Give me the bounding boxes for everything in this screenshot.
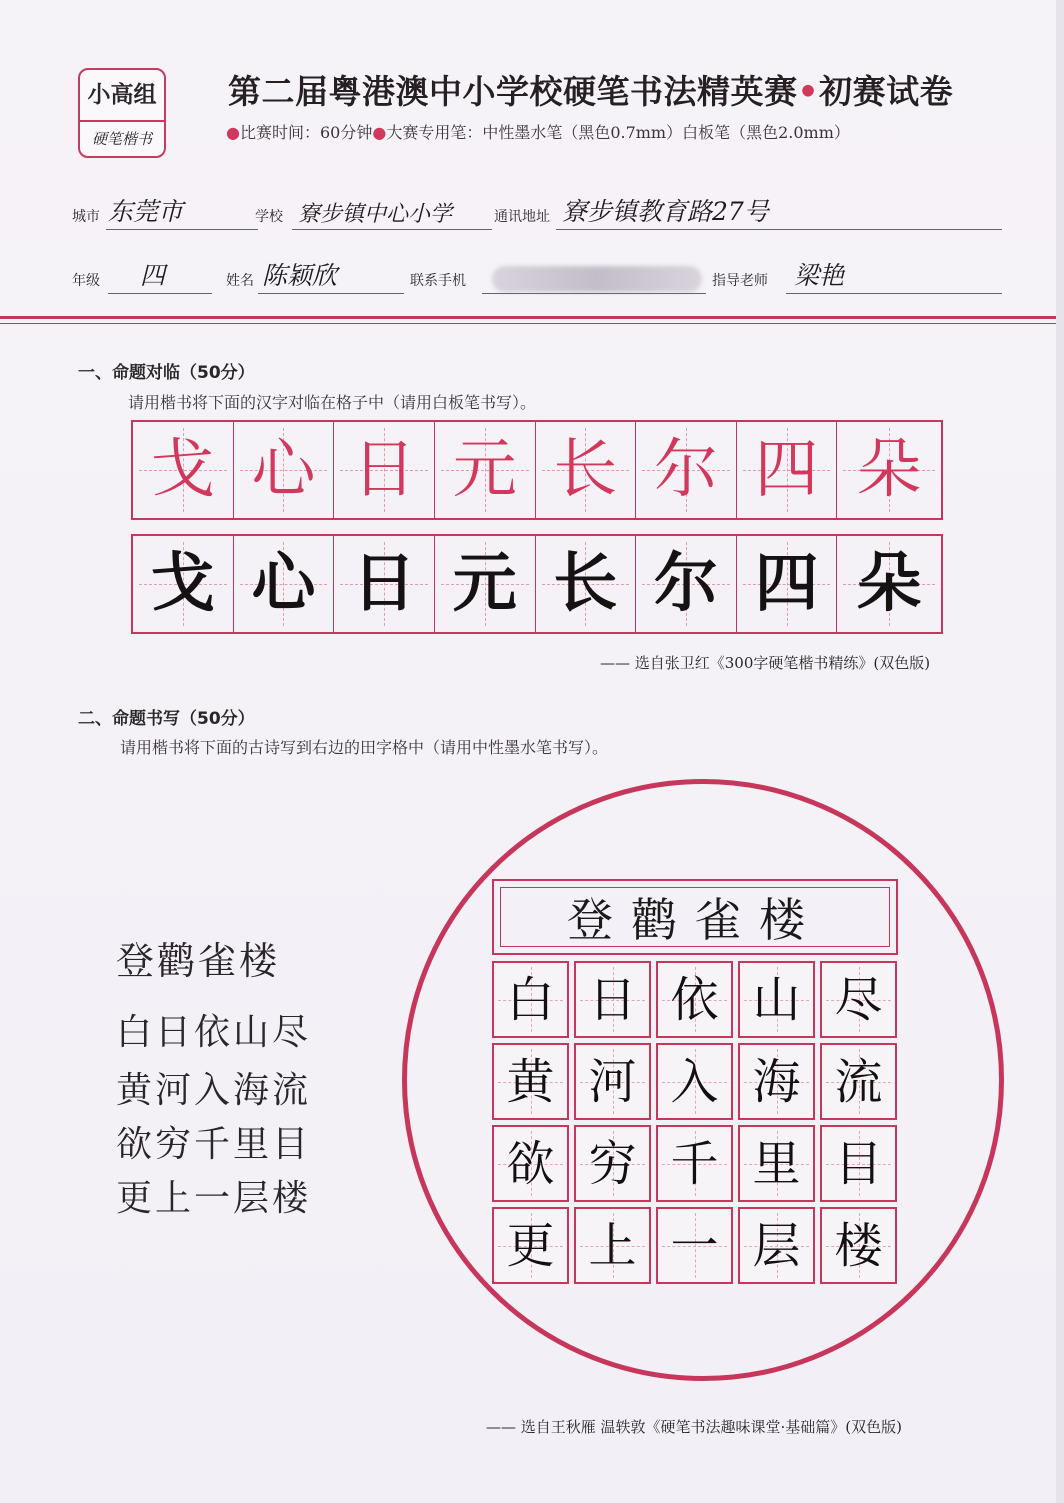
tian-cell[interactable]	[574, 961, 651, 1038]
written-char: 一	[670, 1217, 719, 1274]
copy-char-row	[131, 534, 943, 634]
tian-cell[interactable]	[492, 961, 569, 1038]
header-divider-thin	[0, 323, 1056, 324]
teacher-field[interactable]: 梁艳	[794, 261, 845, 290]
written-char: 层	[752, 1217, 801, 1274]
exam-title-main: 第二届粤港澳中小学校硬笔书法精英赛	[228, 72, 798, 111]
tian-cell[interactable]	[656, 961, 733, 1038]
bullet-dot: ●	[372, 123, 387, 142]
header-divider	[0, 316, 1056, 319]
model-char: 朵	[857, 433, 922, 507]
model-char: 日	[352, 433, 417, 507]
copy-char: 朵	[857, 546, 922, 621]
copy-char-cell[interactable]	[636, 536, 737, 632]
poem-title: 登鹳雀楼	[116, 939, 281, 983]
poem-line: 白日依山尽	[116, 1012, 312, 1053]
written-char: 山	[752, 971, 801, 1028]
written-char: 依	[670, 971, 719, 1028]
written-char: 千	[670, 1135, 719, 1192]
written-char: 上	[588, 1217, 637, 1274]
grade-underline	[108, 293, 212, 294]
copy-char: 元	[452, 546, 517, 621]
tian-cell[interactable]	[738, 961, 815, 1038]
tian-cell[interactable]	[820, 1125, 897, 1202]
exam-title	[228, 66, 1008, 113]
model-char: 心	[251, 433, 316, 507]
tian-cell[interactable]	[820, 961, 897, 1038]
copy-char-cell[interactable]	[737, 536, 838, 632]
model-char-cell	[334, 422, 435, 518]
written-char: 海	[752, 1053, 801, 1110]
city-label: 城市	[72, 209, 100, 225]
poem-line: 黄河入海流	[116, 1070, 312, 1111]
written-char: 更	[506, 1217, 555, 1274]
model-char-row	[131, 420, 943, 520]
copy-char: 日	[352, 546, 417, 621]
grade-field[interactable]: 四	[140, 261, 166, 290]
school-label: 学校	[255, 209, 283, 225]
written-char: 欲	[506, 1135, 555, 1192]
school-field[interactable]: 寮步镇中心小学	[298, 202, 453, 227]
address-field[interactable]: 寮步镇教育路27号	[562, 197, 769, 226]
tian-cell[interactable]	[738, 1207, 815, 1284]
model-char: 长	[553, 433, 618, 507]
copy-char: 戈	[150, 546, 215, 621]
model-char-cell	[636, 422, 737, 518]
model-char: 元	[452, 433, 517, 507]
model-char-cell	[435, 422, 536, 518]
tian-cell[interactable]	[492, 1207, 569, 1284]
name-field[interactable]: 陈颖欣	[262, 261, 338, 290]
city-underline	[106, 229, 258, 230]
written-char: 河	[588, 1053, 637, 1110]
badge-group-label: 小高组	[80, 70, 164, 122]
name-underline	[258, 293, 404, 294]
written-char: 目	[834, 1135, 883, 1192]
teacher-underline	[786, 293, 1002, 294]
exam-subtitle	[226, 120, 1026, 143]
written-char: 尽	[834, 971, 883, 1028]
tian-cell[interactable]	[656, 1043, 733, 1120]
badge-category-label: 硬笔楷书	[91, 130, 152, 148]
exam-title-suffix: 初赛试卷	[819, 72, 954, 111]
copy-char: 心	[251, 546, 316, 621]
phone-field-redacted[interactable]	[492, 266, 702, 292]
written-char: 楼	[834, 1217, 883, 1274]
written-char: 白	[506, 971, 555, 1028]
tian-cell[interactable]	[738, 1125, 815, 1202]
section1-source: —— 选自张卫红《300字硬笔楷书精练》(双色版)	[600, 654, 931, 672]
section2-desc: 请用楷书将下面的古诗写到右边的田字格中（请用中性墨水笔书写）。	[120, 738, 609, 757]
written-char: 里	[752, 1135, 801, 1192]
poem-line: 更上一层楼	[116, 1178, 312, 1219]
tian-cell[interactable]	[492, 1043, 569, 1120]
grade-label: 年级	[72, 273, 100, 289]
copy-char: 四	[754, 546, 819, 621]
copy-char-cell[interactable]	[334, 536, 435, 632]
address-underline	[556, 229, 1002, 230]
tian-cell[interactable]	[820, 1207, 897, 1284]
page-edge	[1056, 0, 1064, 1503]
tian-cell[interactable]	[492, 1125, 569, 1202]
section1-title: 一、命题对临（50分）	[78, 363, 255, 383]
section2-title: 二、命题书写（50分）	[78, 709, 255, 729]
tian-cell[interactable]	[574, 1043, 651, 1120]
copy-char: 尔	[653, 546, 718, 621]
copy-char-cell[interactable]	[435, 536, 536, 632]
tian-cell[interactable]	[656, 1207, 733, 1284]
info-row-location	[72, 190, 1012, 234]
copy-char: 长	[553, 546, 618, 621]
tian-cell[interactable]	[738, 1043, 815, 1120]
info-row-personal	[72, 254, 1012, 298]
written-title: 登鹳雀楼	[567, 893, 823, 947]
exam-time: 比赛时间：60分钟	[239, 123, 373, 142]
model-char-cell	[234, 422, 335, 518]
written-title-inner	[500, 887, 890, 947]
name-label: 姓名	[226, 273, 254, 289]
teacher-label: 指导老师	[712, 273, 768, 289]
written-char: 穷	[588, 1135, 637, 1192]
written-char: 黄	[506, 1053, 555, 1110]
model-char: 戈	[150, 433, 215, 507]
written-title-box[interactable]	[492, 879, 898, 955]
section2-source: —— 选自王秋雁 温轶敦《硬笔书法趣味课堂·基础篇》(双色版)	[486, 1418, 903, 1436]
tian-cell[interactable]	[656, 1125, 733, 1202]
phone-underline	[482, 293, 706, 294]
copy-char-cell[interactable]	[536, 536, 637, 632]
copy-char-cell[interactable]	[234, 536, 335, 632]
written-char: 入	[670, 1053, 719, 1110]
model-char-cell	[536, 422, 637, 518]
section1-desc: 请用楷书将下面的汉字对临在格子中（请用白板笔书写）。	[128, 393, 537, 412]
exam-pens: 大赛专用笔：中性墨水笔（黑色0.7mm）白板笔（黑色2.0mm）	[386, 123, 850, 142]
model-char: 四	[754, 433, 819, 507]
copy-char-cell[interactable]	[133, 536, 234, 632]
title-dot: •	[797, 72, 820, 111]
city-field[interactable]: 东莞市	[108, 197, 184, 226]
group-badge	[78, 68, 166, 158]
tian-grid	[492, 961, 898, 1284]
tian-cell[interactable]	[574, 1125, 651, 1202]
copy-char-cell[interactable]	[837, 536, 941, 632]
model-char: 尔	[653, 433, 718, 507]
poem-line: 欲穷千里目	[116, 1124, 312, 1165]
model-char-cell	[133, 422, 234, 518]
bullet-dot: ●	[226, 123, 240, 142]
written-char: 流	[834, 1053, 883, 1110]
model-char-cell	[837, 422, 941, 518]
tian-cell[interactable]	[820, 1043, 897, 1120]
tian-cell[interactable]	[574, 1207, 651, 1284]
address-label: 通讯地址	[494, 209, 550, 225]
phone-label: 联系手机	[410, 273, 466, 289]
model-char-cell	[737, 422, 838, 518]
written-char: 日	[588, 971, 637, 1028]
school-underline	[292, 229, 492, 230]
